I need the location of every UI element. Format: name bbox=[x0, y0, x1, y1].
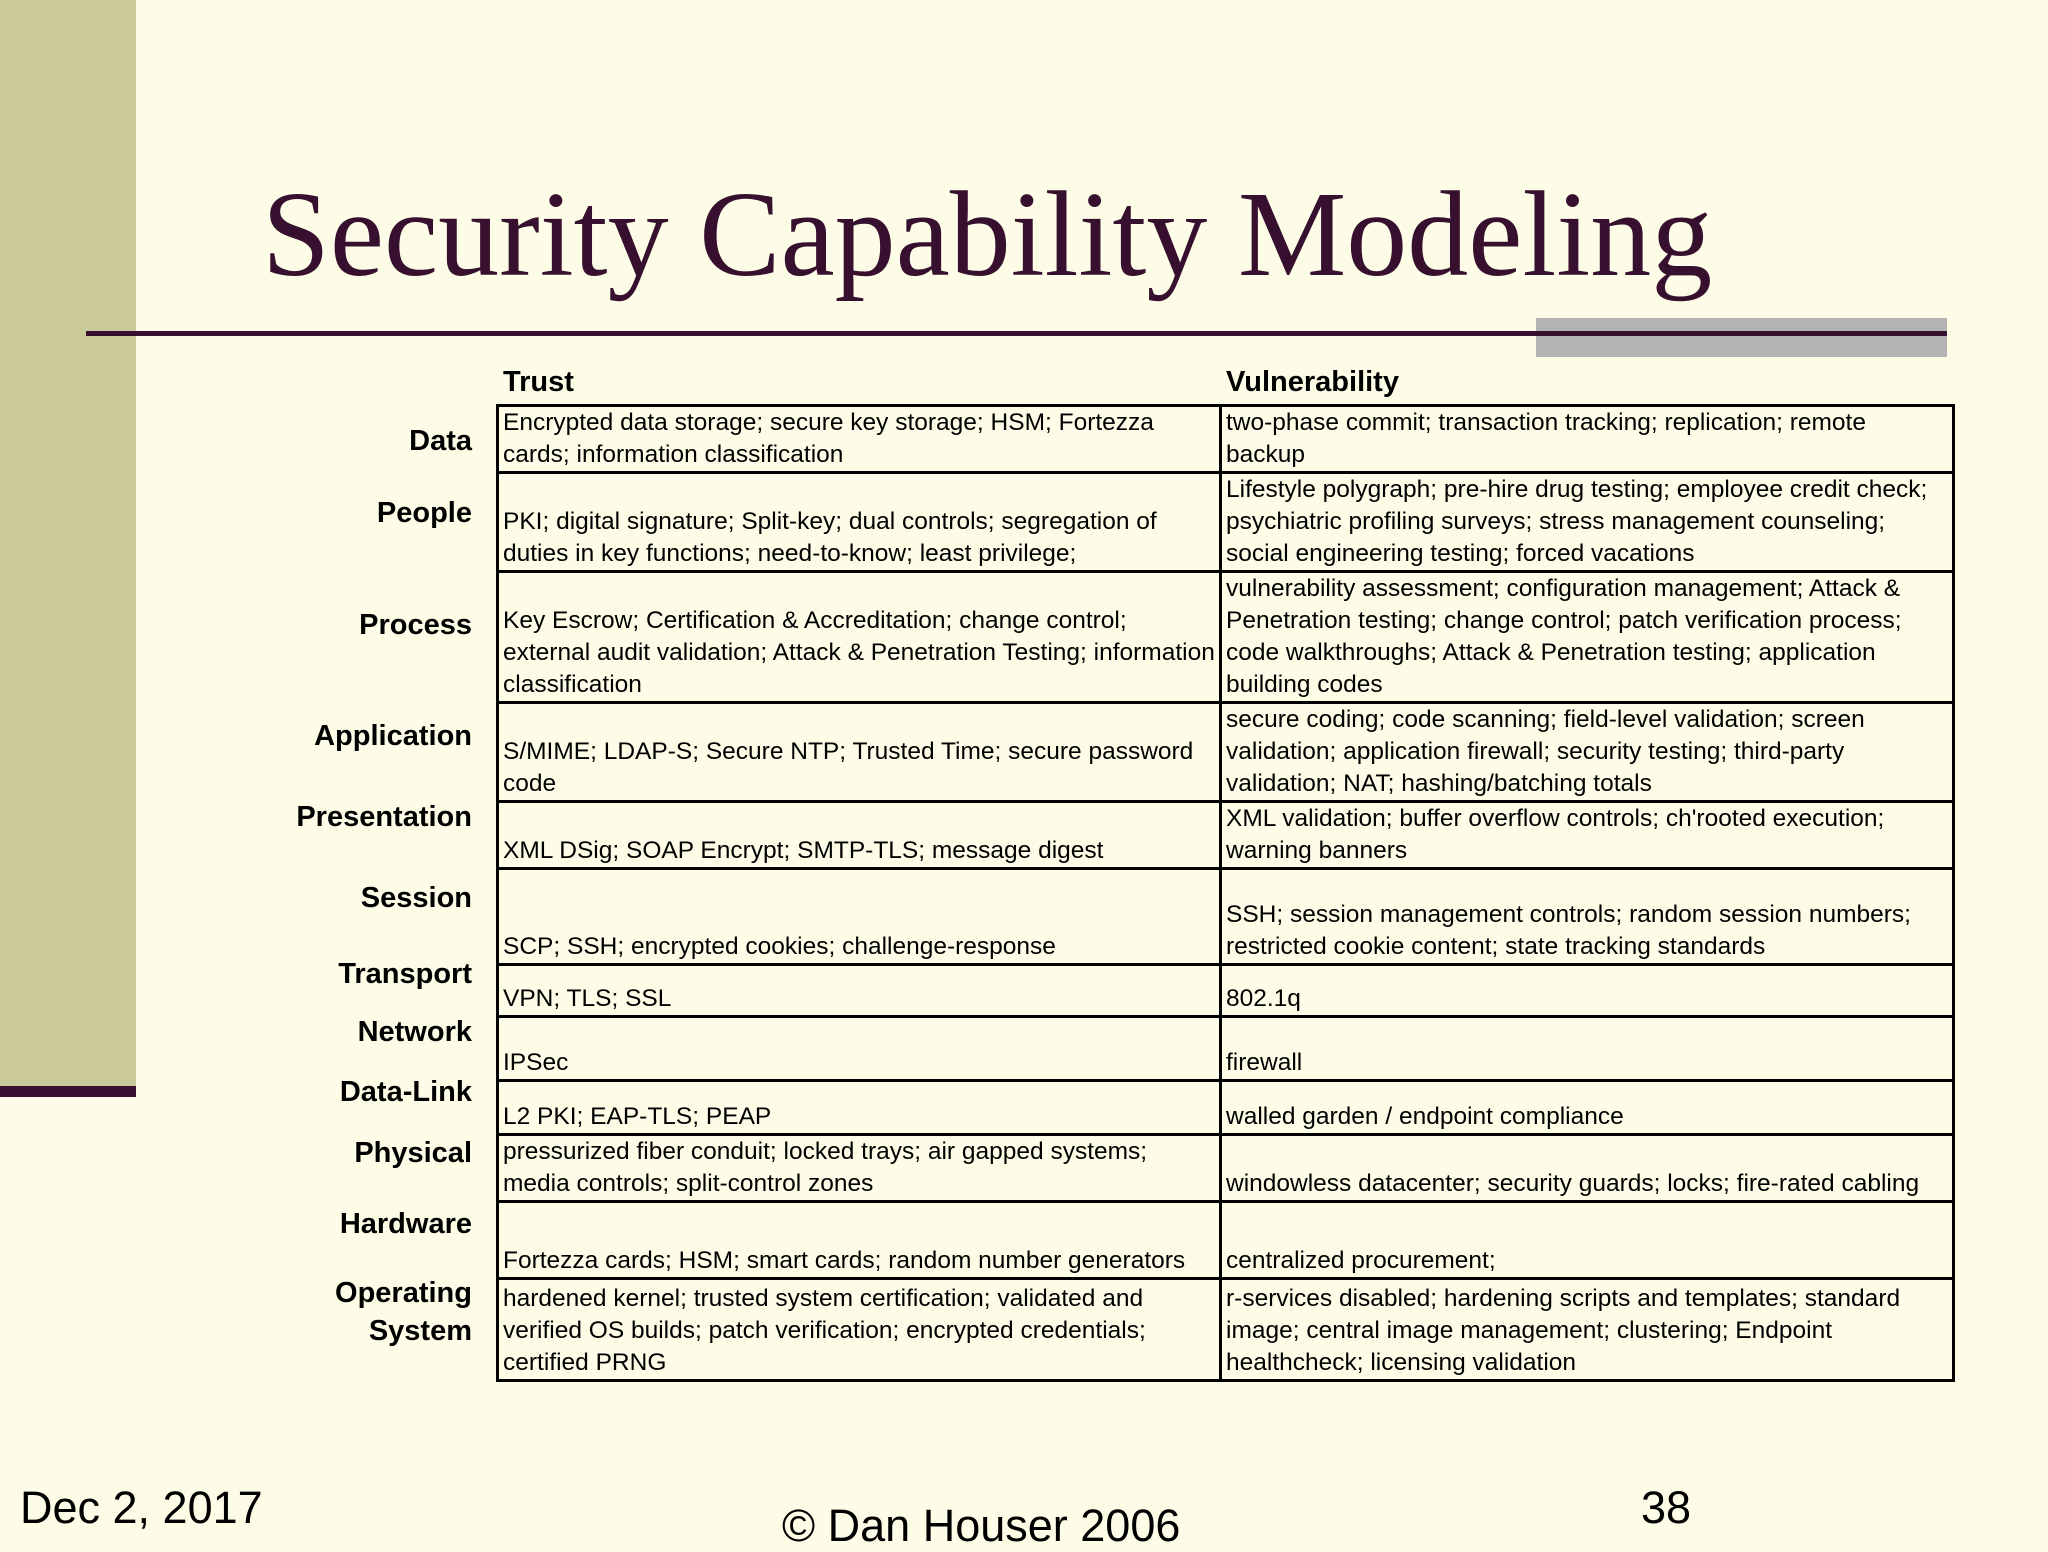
table-row bbox=[498, 1279, 1954, 1381]
vulnerability-cell: walled garden / endpoint compliance bbox=[1221, 1081, 1954, 1135]
row-label: Transport bbox=[338, 958, 472, 990]
trust-cell: Key Escrow; Certification & Accreditation; change control; external audit validation; Attack & Penetration Testing; information classification bbox=[498, 572, 1221, 703]
table-row bbox=[498, 802, 1954, 869]
row-label: Data-Link bbox=[339, 1076, 472, 1108]
side-accent-rule bbox=[0, 1086, 136, 1097]
trust-cell: XML DSig; SOAP Encrypt; SMTP-TLS; message digest bbox=[498, 802, 1221, 869]
vulnerability-cell: SSH; session management controls; random session numbers; restricted cookie content; state tracking standards bbox=[1221, 869, 1954, 965]
row-label: Presentation bbox=[296, 801, 472, 833]
row-label: Hardware bbox=[339, 1208, 472, 1240]
trust-cell: S/MIME; LDAP-S; Secure NTP; Trusted Time; secure password code bbox=[498, 703, 1221, 802]
trust-cell: IPSec bbox=[498, 1017, 1221, 1081]
column-header-vulnerability: Vulnerability bbox=[1226, 366, 1399, 398]
table-row bbox=[498, 1081, 1954, 1135]
title-underline-accent-line bbox=[1536, 331, 1947, 336]
column-header-trust: Trust bbox=[503, 366, 574, 398]
vulnerability-cell: firewall bbox=[1221, 1017, 1954, 1081]
trust-cell: pressurized fiber conduit; locked trays; air gapped systems; media controls; split-control zones bbox=[498, 1135, 1221, 1202]
page-number: 38 bbox=[1641, 1482, 1692, 1533]
table-row bbox=[498, 1202, 1954, 1279]
table-row bbox=[498, 406, 1954, 473]
trust-cell: VPN; TLS; SSL bbox=[498, 965, 1221, 1017]
capability-matrix bbox=[496, 404, 1955, 1382]
vulnerability-cell: secure coding; code scanning; field-level validation; screen validation; application firewall; security testing; third-party validation; NAT; hashing/batching totals bbox=[1221, 703, 1954, 802]
row-label: Physical bbox=[354, 1137, 472, 1169]
vulnerability-cell: 802.1q bbox=[1221, 965, 1954, 1017]
row-label: People bbox=[376, 497, 472, 529]
footer-date: Dec 2, 2017 bbox=[20, 1482, 263, 1533]
row-label: Process bbox=[359, 609, 472, 641]
row-label: Data bbox=[409, 425, 472, 457]
trust-cell: PKI; digital signature; Split-key; dual controls; segregation of duties in key functions; need-to-know; least privilege; bbox=[498, 473, 1221, 572]
vulnerability-cell: vulnerability assessment; configuration management; Attack & Penetration testing; change control; patch verification process; code walkthroughs; Attack & Penetration testing; application building codes bbox=[1221, 572, 1954, 703]
vulnerability-cell: Lifestyle polygraph; pre-hire drug testing; employee credit check; psychiatric profiling surveys; stress management counseling; social engineering testing; forced vacations bbox=[1221, 473, 1954, 572]
vulnerability-cell: two-phase commit; transaction tracking; replication; remote backup bbox=[1221, 406, 1954, 473]
vulnerability-cell: XML validation; buffer overflow controls; ch'rooted execution; warning banners bbox=[1221, 802, 1954, 869]
table-row bbox=[498, 869, 1954, 965]
table-row bbox=[498, 572, 1954, 703]
vulnerability-cell: centralized procurement; bbox=[1221, 1202, 1954, 1279]
row-label: Operating System bbox=[335, 1277, 472, 1347]
side-accent-bar bbox=[0, 0, 136, 1086]
title-underline-accent bbox=[1536, 318, 1947, 357]
trust-cell: hardened kernel; trusted system certification; validated and verified OS builds; patch verification; encrypted credentials; certified PRNG bbox=[498, 1279, 1221, 1381]
table-row bbox=[498, 965, 1954, 1017]
table-row bbox=[498, 473, 1954, 572]
trust-cell: SCP; SSH; encrypted cookies; challenge-response bbox=[498, 869, 1221, 965]
vulnerability-cell: r-services disabled; hardening scripts and templates; standard image; central image management; clustering; Endpoint healthcheck; licensing validation bbox=[1221, 1279, 1954, 1381]
vulnerability-cell: windowless datacenter; security guards; locks; fire-rated cabling bbox=[1221, 1135, 1954, 1202]
trust-cell: L2 PKI; EAP-TLS; PEAP bbox=[498, 1081, 1221, 1135]
trust-cell: Fortezza cards; HSM; smart cards; random number generators bbox=[498, 1202, 1221, 1279]
footer-copyright: © Dan Houser 2006 bbox=[782, 1500, 1181, 1551]
row-label: Network bbox=[357, 1016, 472, 1048]
table-row bbox=[498, 703, 1954, 802]
slide-title: Security Capability Modeling bbox=[262, 167, 1713, 302]
trust-cell: Encrypted data storage; secure key storage; HSM; Fortezza cards; information classification bbox=[498, 406, 1221, 473]
row-label: Application bbox=[314, 720, 472, 752]
table-row bbox=[498, 1017, 1954, 1081]
row-label: Session bbox=[360, 882, 472, 914]
table-row bbox=[498, 1135, 1954, 1202]
